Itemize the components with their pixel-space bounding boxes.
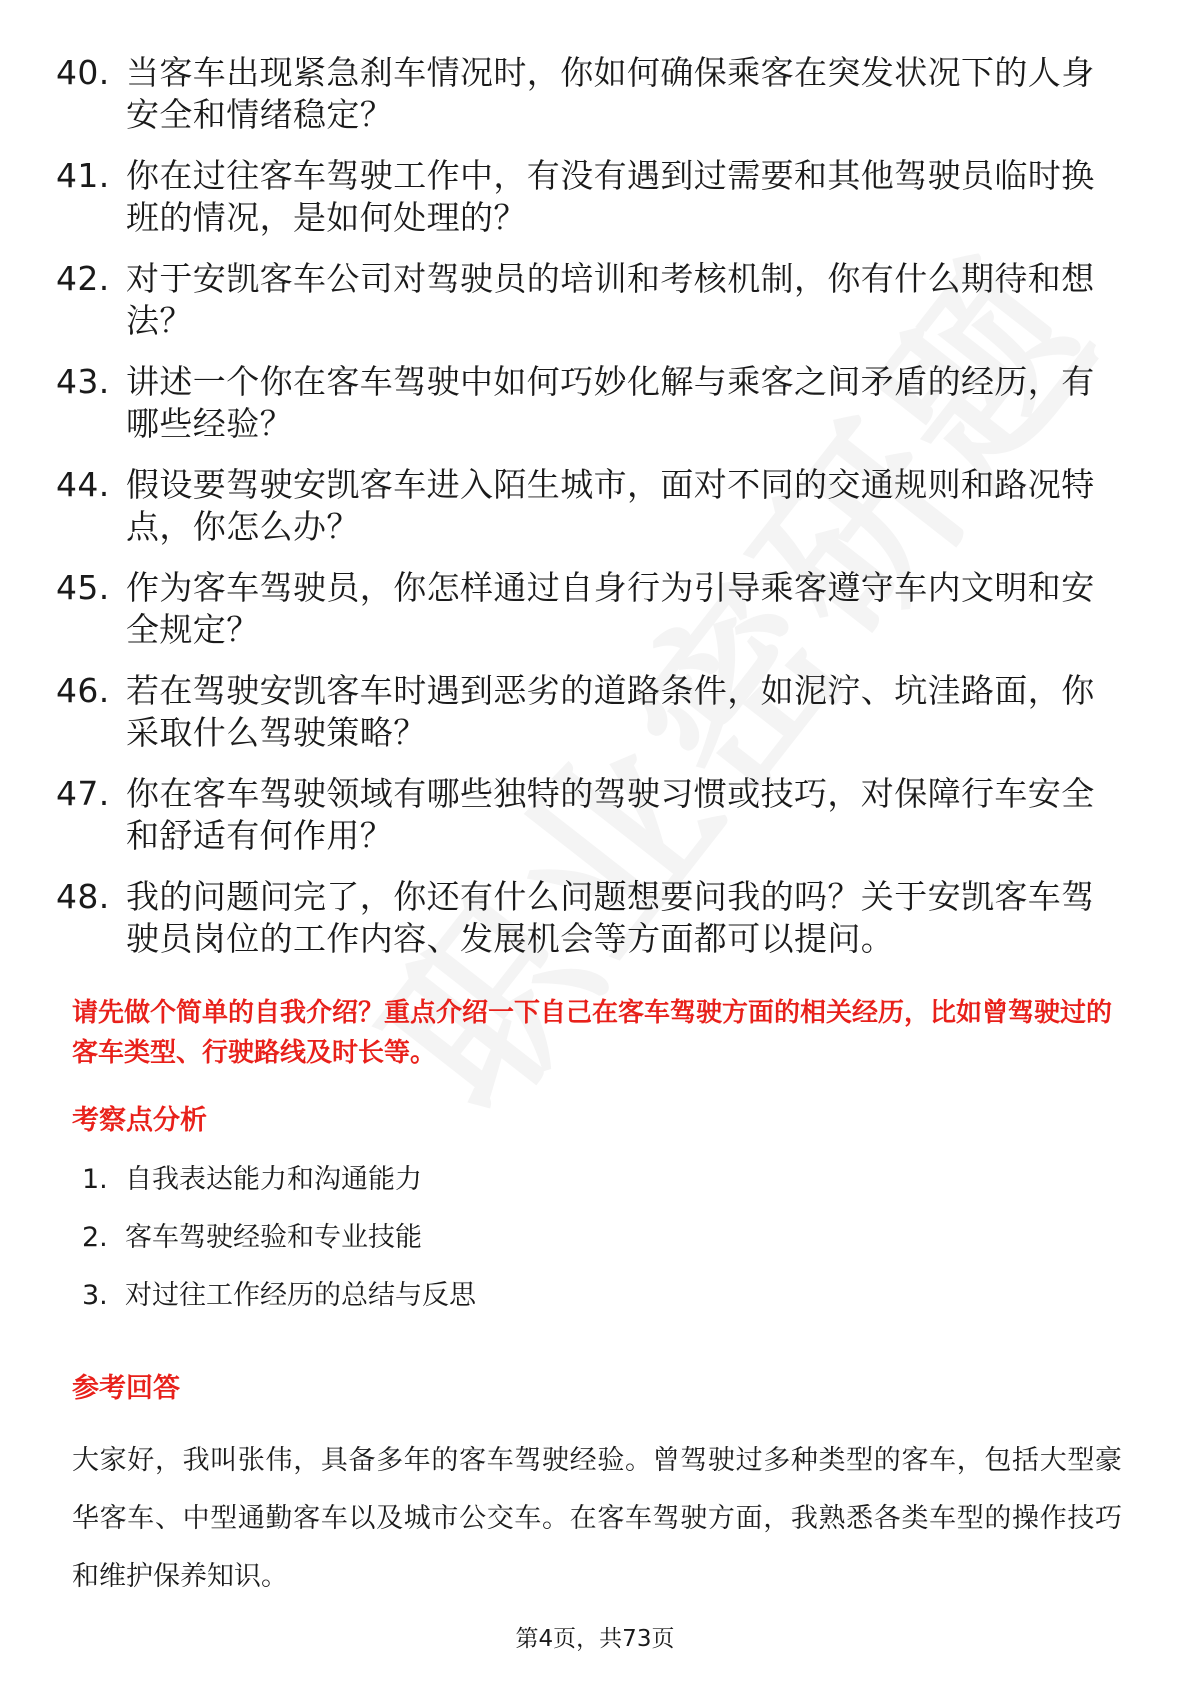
question-item [56,464,1116,548]
question-number: 45. [56,568,110,607]
question-item [56,773,1116,857]
question-text: 假设要驾驶安凯客车进入陌生城市，面对不同的交通规则和路况特点，你怎么办？ [126,465,1095,546]
question-text: 讲述一个你在客车驾驶中如何巧妙化解与乘客之间矛盾的经历，有哪些经验？ [126,362,1095,443]
question-item [56,361,1116,445]
point-number: 1. [82,1164,108,1195]
analysis-point [82,1220,476,1256]
question-number: 46. [56,671,110,710]
question-number: 47. [56,774,110,813]
point-text: 对过往工作经历的总结与反思 [125,1280,476,1311]
question-number: 41. [56,156,110,195]
question-text: 你在过往客车驾驶工作中，有没有遇到过需要和其他驾驶员临时换班的情况，是如何处理的？ [126,156,1095,237]
question-text: 当客车出现紧急刹车情况时，你如何确保乘客在突发状况下的人身安全和情绪稳定？ [126,53,1095,134]
question-text: 对于安凯客车公司对驾驶员的培训和考核机制，你有什么期待和想法？ [126,259,1095,340]
question-item [56,155,1116,239]
point-text: 客车驾驶经验和专业技能 [125,1222,422,1253]
point-text: 自我表达能力和沟通能力 [125,1164,422,1195]
question-item [56,52,1116,136]
question-text: 我的问题问完了，你还有什么问题想要问我的吗？关于安凯客车驾驶员岗位的工作内容、发展机会等方面都可以提问。 [126,877,1095,958]
question-item [56,876,1116,960]
question-number: 42. [56,259,110,298]
analysis-point [82,1278,476,1314]
question-item [56,670,1116,754]
question-item [56,567,1116,651]
question-number: 40. [56,53,110,92]
point-number: 3. [82,1280,108,1311]
point-number: 2. [82,1222,108,1253]
analysis-point [82,1162,476,1198]
reference-heading: 参考回答 [72,1373,180,1404]
reference-answer: 大家好，我叫张伟，具备多年的客车驾驶经验。曾驾驶过多种类型的客车，包括大型豪华客车、中型通勤客车以及城市公交车。在客车驾驶方面，我熟悉各类车型的操作技巧和维护保养知识。 [72,1445,1122,1592]
question-number: 44. [56,465,110,504]
question-text: 若在驾驶安凯客车时遇到恶劣的道路条件，如泥泞、坑洼路面，你采取什么驾驶策略？ [126,671,1095,752]
question-list [56,52,1116,979]
featured-question: 请先做个简单的自我介绍？重点介绍一下自己在客车驾驶方面的相关经历，比如曾驾驶过的客车类型、行驶路线及时长等。 [72,998,1113,1068]
question-text: 你在客车驾驶领域有哪些独特的驾驶习惯或技巧，对保障行车安全和舒适有何作用？ [126,774,1095,855]
analysis-points [82,1162,476,1336]
analysis-heading: 考察点分析 [72,1105,207,1136]
question-number: 48. [56,877,110,916]
page-footer: 第4页，共73页 [515,1626,675,1652]
question-text: 作为客车驾驶员，你怎样通过自身行为引导乘客遵守车内文明和安全规定？ [126,568,1095,649]
question-number: 43. [56,362,110,401]
question-item [56,258,1116,342]
